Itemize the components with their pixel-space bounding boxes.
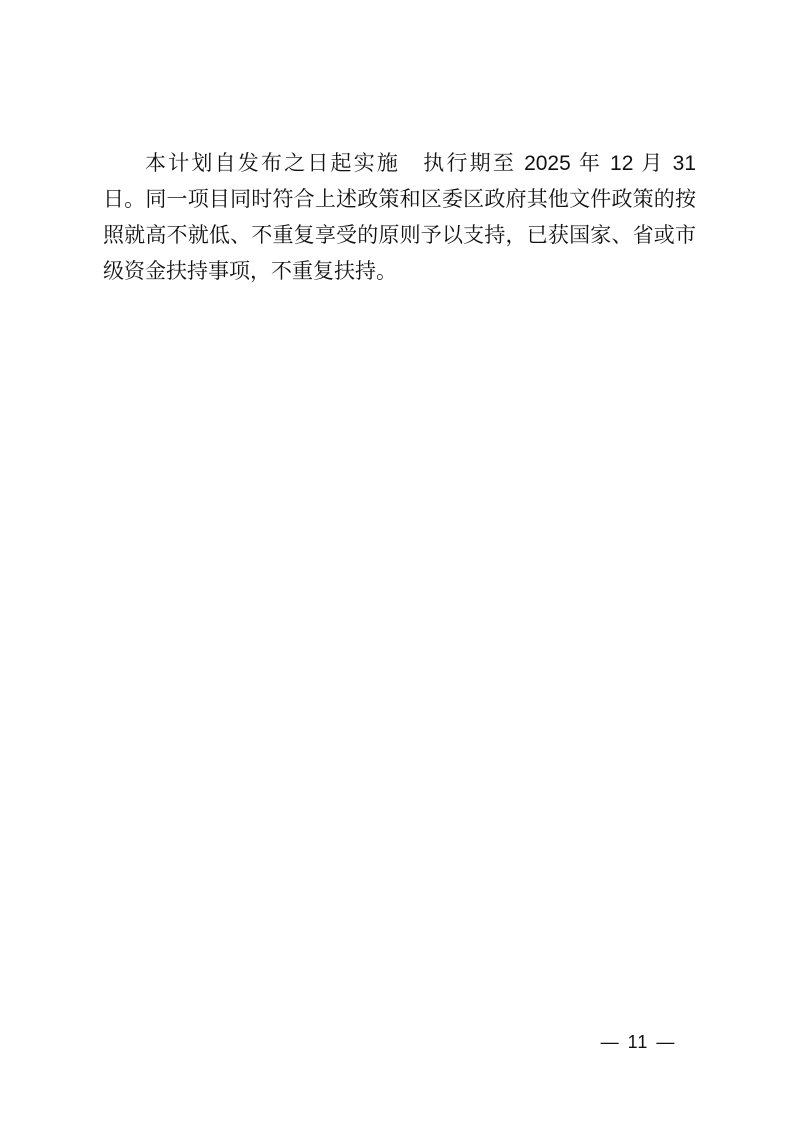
paragraph-line: 本计划自发布之日起实施 执行期至 2025 年 12 月 31 — [145, 152, 696, 175]
paragraph-line: 级资金扶持事项，不重复扶持。 — [103, 260, 397, 283]
body-paragraph — [103, 146, 696, 290]
paragraph-line: 照就高不就低、不重复享受的原则予以支持，已获国家、省或市 — [103, 224, 696, 247]
paragraph-line: 日。同一项目同时符合上述政策和区委区政府其他文件政策的按 — [103, 188, 696, 211]
page-number: — 11 — — [600, 1032, 676, 1052]
